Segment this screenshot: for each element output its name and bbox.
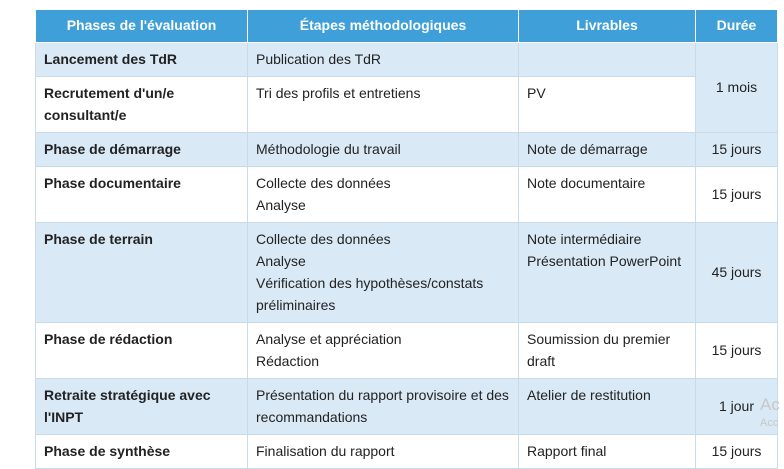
deliverable-line: Soumission du premier draft — [527, 331, 671, 369]
steps-cell — [248, 379, 519, 435]
steps-cell — [248, 323, 519, 379]
activation-watermark — [760, 396, 780, 432]
header-duration: Durée — [696, 10, 778, 43]
table-row — [36, 379, 778, 435]
phase-cell: Recrutement d'un/e consultant/e — [36, 77, 248, 133]
table-row — [36, 77, 778, 133]
table-row — [36, 133, 778, 167]
step-line: Rédaction — [256, 353, 320, 369]
watermark-line: Ac — [760, 395, 780, 414]
deliverable-line: PV — [527, 85, 546, 101]
duration-cell: 45 jours — [696, 223, 778, 323]
steps-cell — [248, 77, 519, 133]
table-header-row — [36, 10, 778, 43]
header-steps: Étapes méthodologiques — [248, 10, 519, 43]
deliverables-cell — [519, 379, 696, 435]
deliverable-line: Note intermédiaire — [527, 231, 642, 247]
deliverables-cell — [519, 77, 696, 133]
duration-cell: 1 jour — [696, 379, 778, 435]
step-line: Collecte des données — [256, 175, 391, 191]
deliverables-cell — [519, 223, 696, 323]
step-line: Publication des TdR — [256, 51, 382, 67]
step-line: Collecte des données — [256, 231, 391, 247]
evaluation-table — [35, 9, 778, 469]
step-line: Présentation du rapport provisoire et des recommandations — [256, 387, 509, 425]
deliverables-cell — [519, 133, 696, 167]
phase-cell: Phase de terrain — [36, 223, 248, 323]
step-line: Analyse et appréciation — [256, 331, 402, 347]
table-row — [36, 223, 778, 323]
phase-cell: Phase documentaire — [36, 167, 248, 223]
phase-cell: Retraite stratégique avec l'INPT — [36, 379, 248, 435]
deliverables-cell — [519, 167, 696, 223]
steps-cell — [248, 43, 519, 77]
deliverable-line: Atelier de restitution — [527, 387, 651, 403]
header-phases: Phases de l'évaluation — [36, 10, 248, 43]
steps-cell — [248, 133, 519, 167]
duration-cell: 15 jours — [696, 167, 778, 223]
table-row — [36, 43, 778, 77]
deliverable-line: Présentation PowerPoint — [527, 253, 682, 269]
table-row — [36, 167, 778, 223]
duration-cell: 15 jours — [696, 435, 778, 469]
steps-cell — [248, 223, 519, 323]
phase-cell: Lancement des TdR — [36, 43, 248, 77]
phase-cell: Phase de démarrage — [36, 133, 248, 167]
deliverables-cell — [519, 43, 696, 77]
header-deliverables: Livrables — [519, 10, 696, 43]
deliverables-cell — [519, 323, 696, 379]
deliverable-line: Note documentaire — [527, 175, 646, 191]
phase-cell: Phase de synthèse — [36, 435, 248, 469]
step-line: Vérification des hypothèses/constats préliminaires — [256, 275, 484, 313]
deliverable-line: Note de démarrage — [527, 141, 648, 157]
step-line: Finalisation du rapport — [256, 443, 395, 459]
duration-cell: 15 jours — [696, 133, 778, 167]
steps-cell — [248, 167, 519, 223]
duration-cell: 15 jours — [696, 323, 778, 379]
phase-cell: Phase de rédaction — [36, 323, 248, 379]
step-line: Analyse — [256, 253, 306, 269]
watermark-line: Acc — [760, 417, 779, 429]
table-row — [36, 323, 778, 379]
step-line: Méthodologie du travail — [256, 141, 401, 157]
deliverable-line: Rapport final — [527, 443, 607, 459]
step-line: Analyse — [256, 197, 306, 213]
duration-cell: 1 mois — [696, 43, 778, 133]
step-line: Tri des profils et entretiens — [256, 85, 421, 101]
